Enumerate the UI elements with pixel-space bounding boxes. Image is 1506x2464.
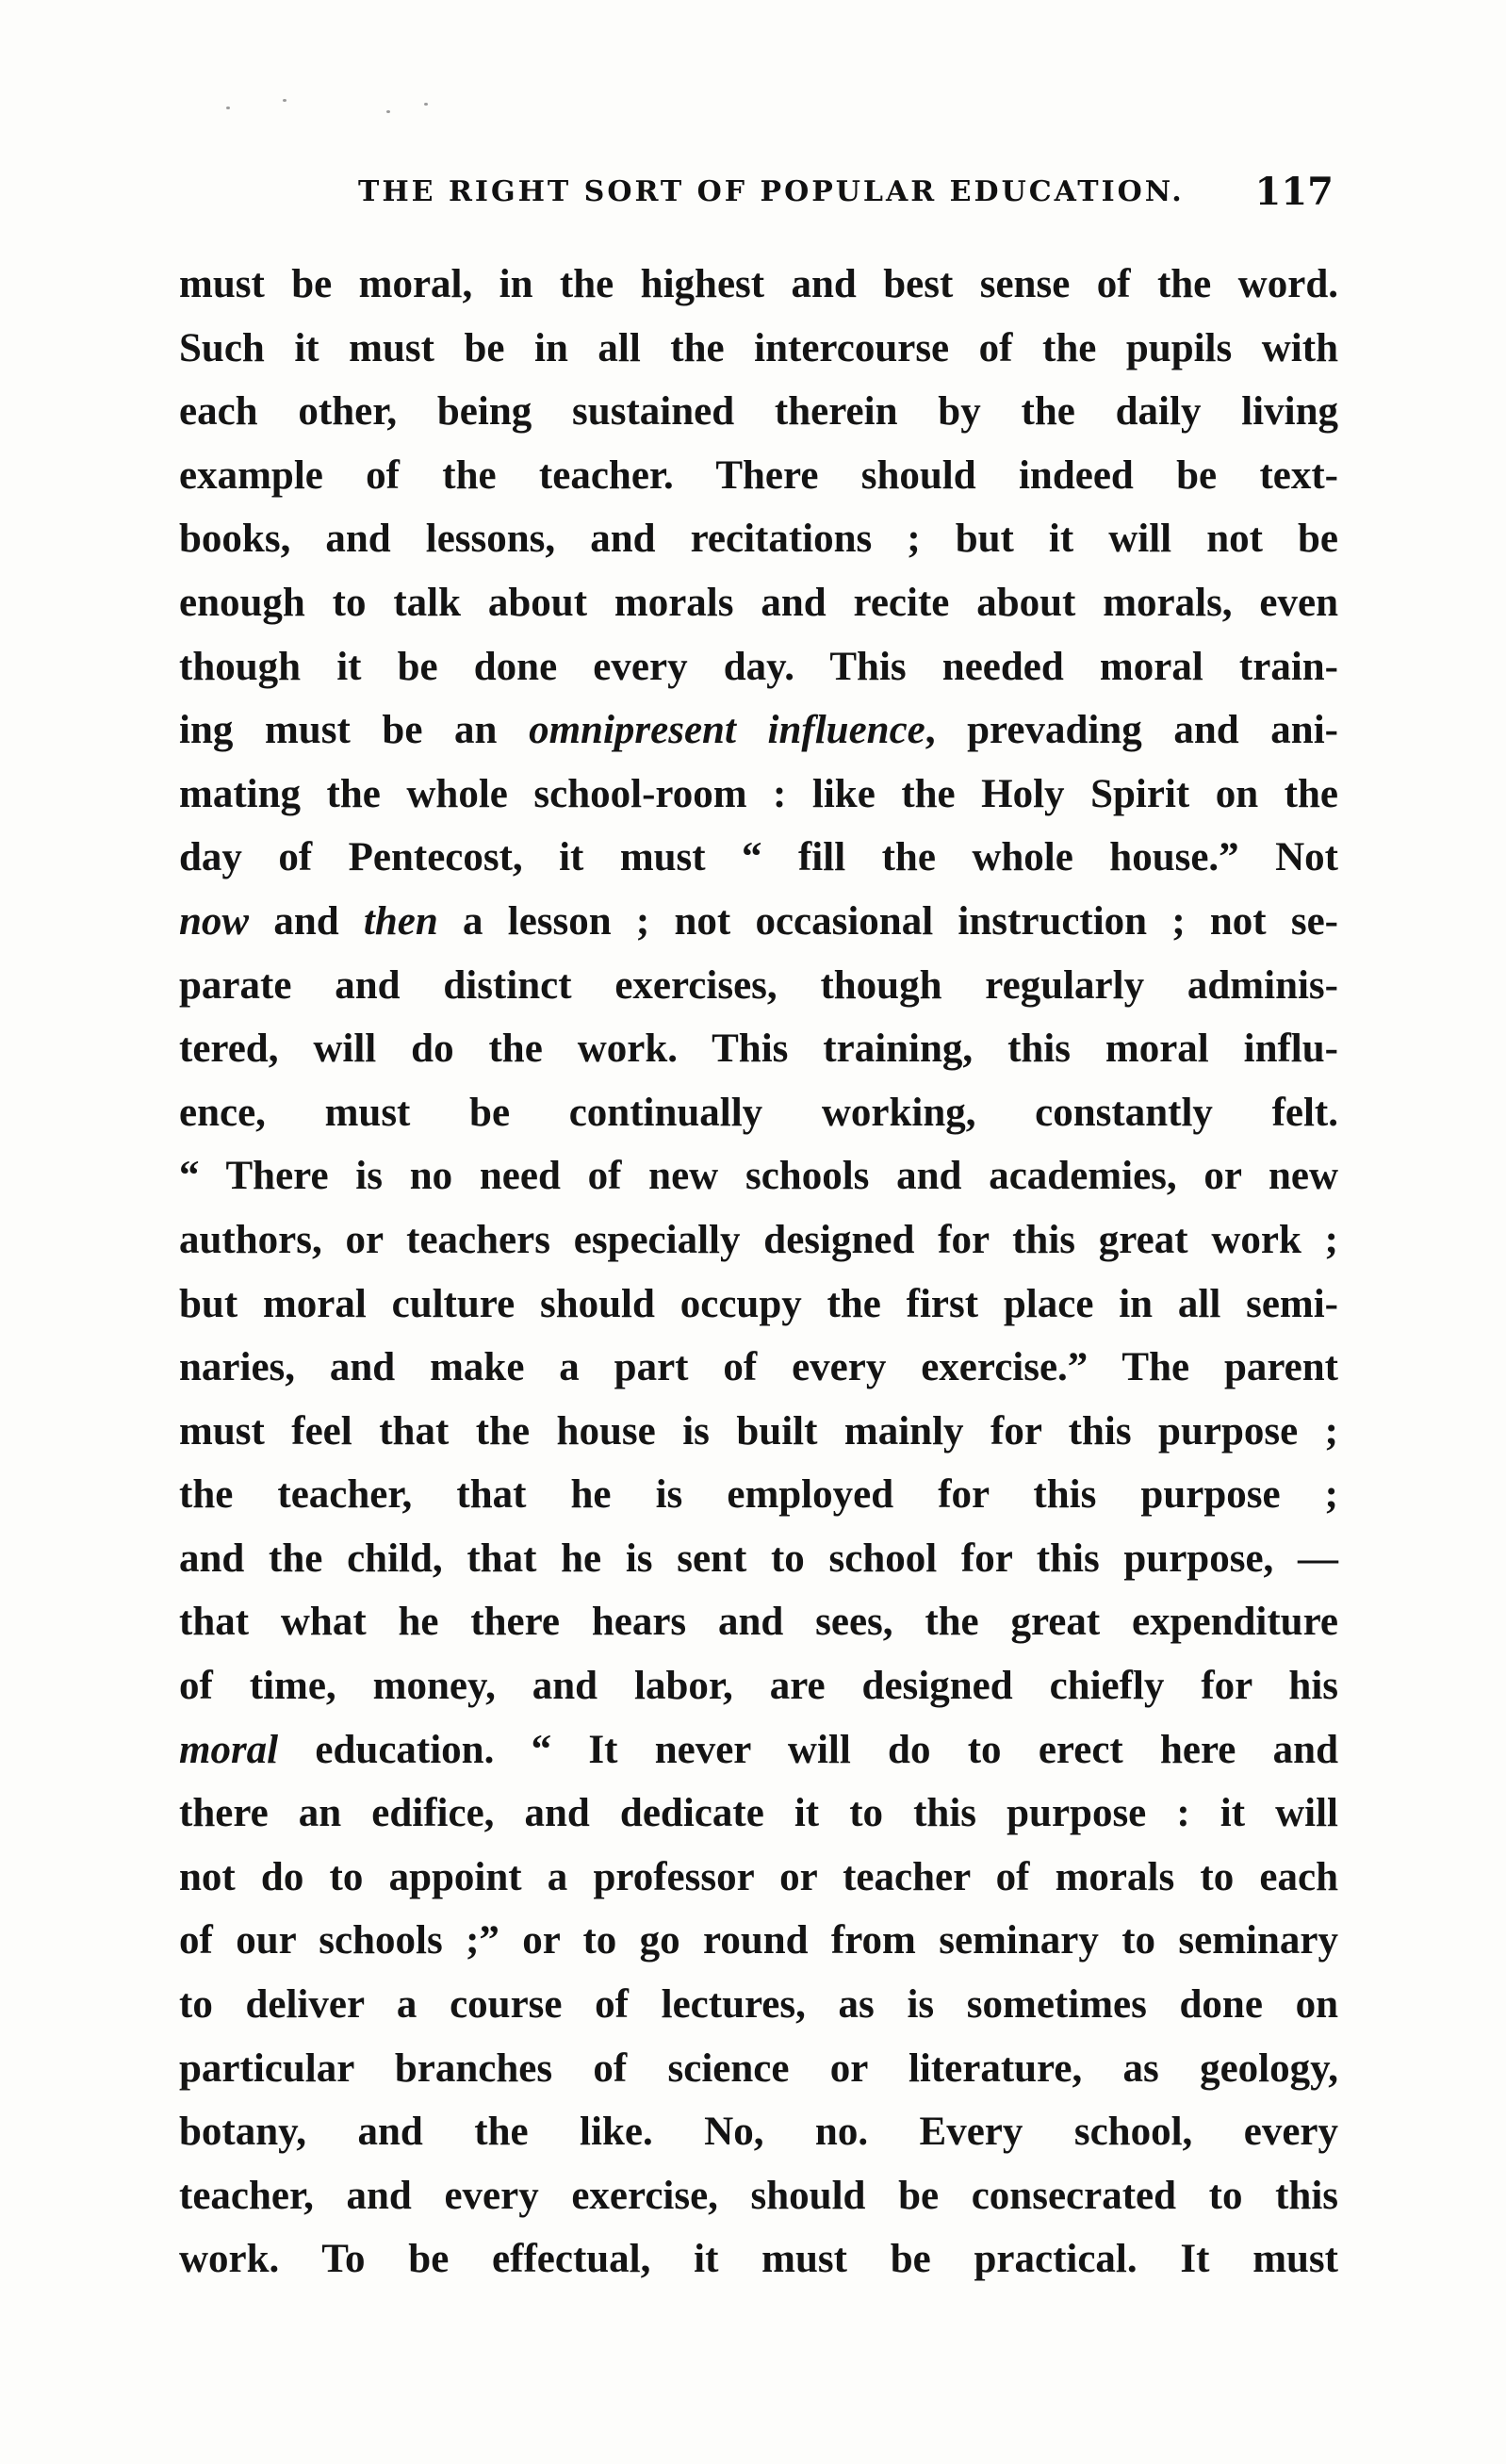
print-specks xyxy=(188,90,471,127)
text-line: though it be done every day. This needed moral train- xyxy=(179,644,1338,689)
text-line: that what he there hears and sees, the great expenditure xyxy=(179,1600,1338,1645)
text-line: the teacher, that he is employed for this purpose ; xyxy=(179,1472,1338,1518)
text-line: authors, or teachers especially designed for this great work ; xyxy=(179,1217,1338,1262)
italic-run: now xyxy=(179,898,250,944)
italic-run: then xyxy=(363,898,438,944)
text-line: naries, and make a part of every exercise.” The parent xyxy=(179,1345,1338,1390)
text-line: particular branches of science or literature, as geology, xyxy=(179,2045,1338,2091)
running-head xyxy=(179,170,1334,232)
text-line: of time, money, and labor, are designed chiefly for his xyxy=(179,1664,1338,1709)
text-line: each other, being sustained therein by the daily living xyxy=(179,389,1338,435)
page-number: 117 xyxy=(1254,170,1334,214)
text-line: and the child, that he is sent to school for this purpose, — xyxy=(179,1536,1338,1581)
text-line: ence, must be continually working, constantly felt. xyxy=(179,1090,1338,1135)
text-line: day of Pentecost, it must “ fill the whole house.” Not xyxy=(179,835,1338,880)
text-line: books, and lessons, and recitations ; but it will not be xyxy=(179,517,1338,562)
speck xyxy=(424,103,428,106)
text-line: “ There is no need of new schools and academies, or new xyxy=(179,1154,1338,1199)
text-line: of our schools ;” or to go round from seminary to seminary xyxy=(179,1918,1338,1963)
italic-run: omnipresent influence xyxy=(529,708,925,753)
text-line: mating the whole school-room : like the Holy Spirit on the xyxy=(179,771,1338,816)
text-line: to deliver a course of lectures, as is sometimes done on xyxy=(179,1982,1338,2028)
text-line: must feel that the house is built mainly for this purpose ; xyxy=(179,1408,1338,1454)
text-line: but moral culture should occupy the first place in all semi- xyxy=(179,1281,1338,1326)
text-line: there an edifice, and dedicate it to this purpose : it will xyxy=(179,1791,1338,1836)
text-line: example of the teacher. There should indeed be text- xyxy=(179,452,1338,498)
text-line: enough to talk about morals and recite about morals, even xyxy=(179,580,1338,625)
text-line: teacher, and every exercise, should be consecrated to this xyxy=(179,2173,1338,2218)
text-line: ing must be an omnipresent influence, prevading and ani- xyxy=(179,708,1338,753)
speck xyxy=(226,107,230,109)
running-title: THE RIGHT SORT OF POPULAR EDUCATION. xyxy=(358,175,1185,208)
text-line: moral education. “ It never will do to erect here and xyxy=(179,1727,1338,1772)
speck xyxy=(386,110,390,113)
text-line: work. To be effectual, it must be practical. It must xyxy=(179,2237,1338,2282)
text-line: Such it must be in all the intercourse of the pupils with xyxy=(179,325,1338,370)
text-line: must be moral, in the highest and best sense of the word. xyxy=(179,262,1338,306)
text-line: parate and distinct exercises, though regularly adminis- xyxy=(179,962,1338,1008)
body-text xyxy=(179,253,1338,2292)
text-line: botany, and the like. No, no. Every school, every xyxy=(179,2110,1338,2155)
speck xyxy=(283,99,286,102)
italic-run: moral xyxy=(179,1727,279,1772)
text-line: now and then a lesson ; not occasional instruction ; not se- xyxy=(179,898,1338,944)
text-line: tered, will do the work. This training, this moral influ- xyxy=(179,1027,1338,1072)
text-line: not do to appoint a professor or teacher of morals to each xyxy=(179,1854,1338,1899)
